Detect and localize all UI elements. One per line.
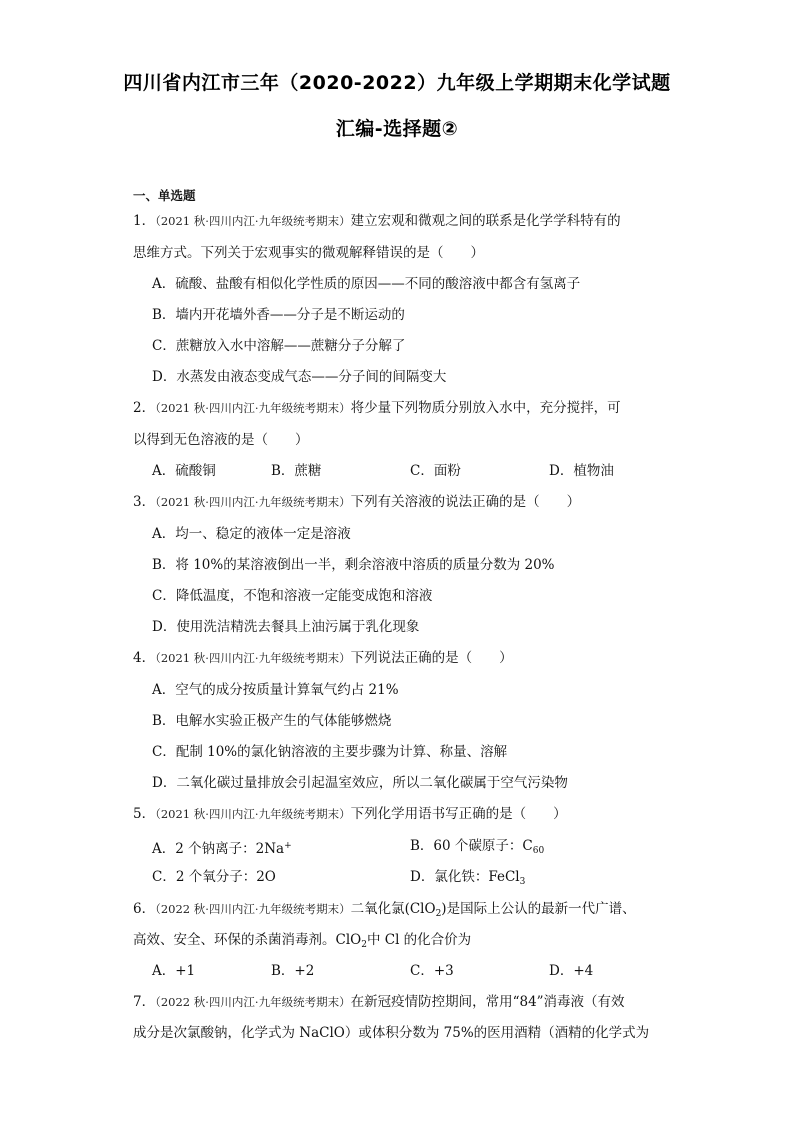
question-2-stem bbox=[133, 398, 621, 418]
question-1-option-d: D．水蒸发由液态变成气态——分子间的间隔变大 bbox=[152, 369, 447, 385]
question-number: 7． bbox=[133, 994, 156, 1010]
question-text: 建立宏观和微观之间的联系是化学学科特有的 bbox=[350, 213, 621, 229]
question-6-option-d: D．+4 bbox=[549, 963, 594, 979]
question-4-option-d: D．二氧化碳过量排放会引起温室效应，所以二氧化碳属于空气污染物 bbox=[152, 775, 568, 791]
question-6-option-c: C．+3 bbox=[410, 963, 454, 979]
question-number: 4． bbox=[133, 650, 156, 666]
question-3-option-a: A．均一、稳定的液体一定是溶液 bbox=[152, 526, 351, 542]
question-7-stem bbox=[133, 992, 625, 1012]
question-number: 1． bbox=[133, 213, 156, 229]
question-1-option-a: A．硫酸、盐酸有相似化学性质的原因——不同的酸溶液中都含有氢离子 bbox=[152, 276, 581, 292]
question-6-option-b: B．+2 bbox=[271, 963, 315, 979]
question-text: 下列说法正确的是（ ） bbox=[350, 650, 513, 666]
question-4-option-b: B．电解水实验正极产生的气体能够燃烧 bbox=[152, 713, 392, 729]
question-3-option-c: C．降低温度，不饱和溶液一定能变成饱和溶液 bbox=[152, 588, 433, 604]
question-6-stem: 6．（2022 秋·四川内江·九年级统考期末）二氧化氯(ClO$_2$)是国际上公认的最新一代广谱、 bbox=[133, 901, 636, 919]
question-4-option-c: C．配制 10%的氯化钠溶液的主要步骤为计算、称量、溶解 bbox=[152, 744, 508, 760]
question-source: （2022 秋·四川内江·九年级统考期末） bbox=[155, 902, 351, 916]
question-2-stem-cont: 以得到无色溶液的是（ ） bbox=[133, 432, 309, 448]
question-2-option-c: C．面粉 bbox=[410, 463, 461, 479]
question-text: 将少量下列物质分别放入水中，充分搅拌，可 bbox=[350, 400, 621, 416]
question-5-option-a: A．2 个钠离子：2Na+ bbox=[152, 841, 292, 857]
question-number: 6． bbox=[133, 901, 156, 917]
question-source: （2021 秋·四川内江·九年级统考期末） bbox=[155, 495, 351, 509]
question-6-stem-cont: 高效、安全、环保的杀菌消毒剂。ClO$_2$中 Cl 的化合价为 bbox=[133, 932, 472, 950]
document-title: 四川省内江市三年（2020-2022）九年级上学期期末化学试题 bbox=[123, 72, 671, 94]
question-7-stem-cont: 成分是次氯酸钠，化学式为 NaClO）或体积分数为 75%的医用酒精（酒精的化学式为 bbox=[133, 1025, 650, 1041]
section-heading: 一、单选题 bbox=[133, 188, 196, 203]
question-source: （2021 秋·四川内江·九年级统考期末） bbox=[155, 651, 351, 665]
question-source: （2021 秋·四川内江·九年级统考期末） bbox=[155, 214, 351, 228]
question-5-option-d: D．氯化铁：FeCl$_3$ bbox=[410, 869, 526, 887]
question-2-option-d: D．植物油 bbox=[549, 463, 614, 479]
question-1-option-c: C．蔗糖放入水中溶解——蔗糖分子分解了 bbox=[152, 338, 406, 354]
question-2-option-b: B．蔗糖 bbox=[271, 463, 322, 479]
question-number: 3． bbox=[133, 494, 156, 510]
question-text: 下列化学用语书写正确的是（ ） bbox=[350, 806, 567, 822]
question-4-option-a: A．空气的成分按质量计算氧气约占 21% bbox=[152, 682, 399, 698]
question-text: 在新冠疫情防控期间，常用“84”消毒液（有效 bbox=[350, 994, 625, 1010]
document-subtitle: 汇编-选择题② bbox=[335, 118, 459, 140]
question-source: （2022 秋·四川内江·九年级统考期末） bbox=[155, 995, 351, 1009]
question-5-option-b: B．60 个碳原子：$C_{60}$ bbox=[410, 838, 545, 856]
question-4-stem bbox=[133, 648, 513, 668]
question-source: （2021 秋·四川内江·九年级统考期末） bbox=[155, 807, 351, 821]
question-number: 5． bbox=[133, 806, 156, 822]
question-5-stem bbox=[133, 804, 567, 824]
question-text: 下列有关溶液的说法正确的是（ ） bbox=[350, 494, 581, 510]
question-number: 2． bbox=[133, 400, 156, 416]
question-1-stem-cont: 思维方式。下列关于宏观事实的微观解释错误的是（ ） bbox=[133, 245, 484, 261]
question-3-stem bbox=[133, 492, 580, 512]
question-1-option-b: B．墙内开花墙外香——分子是不断运动的 bbox=[152, 307, 405, 323]
question-1-stem bbox=[133, 211, 621, 231]
question-6-option-a: A．+1 bbox=[152, 963, 196, 979]
question-3-option-b: B．将 10%的某溶液倒出一半，剩余溶液中溶质的质量分数为 20% bbox=[152, 557, 555, 573]
question-source: （2021 秋·四川内江·九年级统考期末） bbox=[155, 401, 351, 415]
question-3-option-d: D．使用洗洁精洗去餐具上油污属于乳化现象 bbox=[152, 619, 420, 635]
question-2-option-a: A．硫酸铜 bbox=[152, 463, 216, 479]
question-5-option-c: C．2 个氧分子：2O bbox=[152, 869, 276, 885]
